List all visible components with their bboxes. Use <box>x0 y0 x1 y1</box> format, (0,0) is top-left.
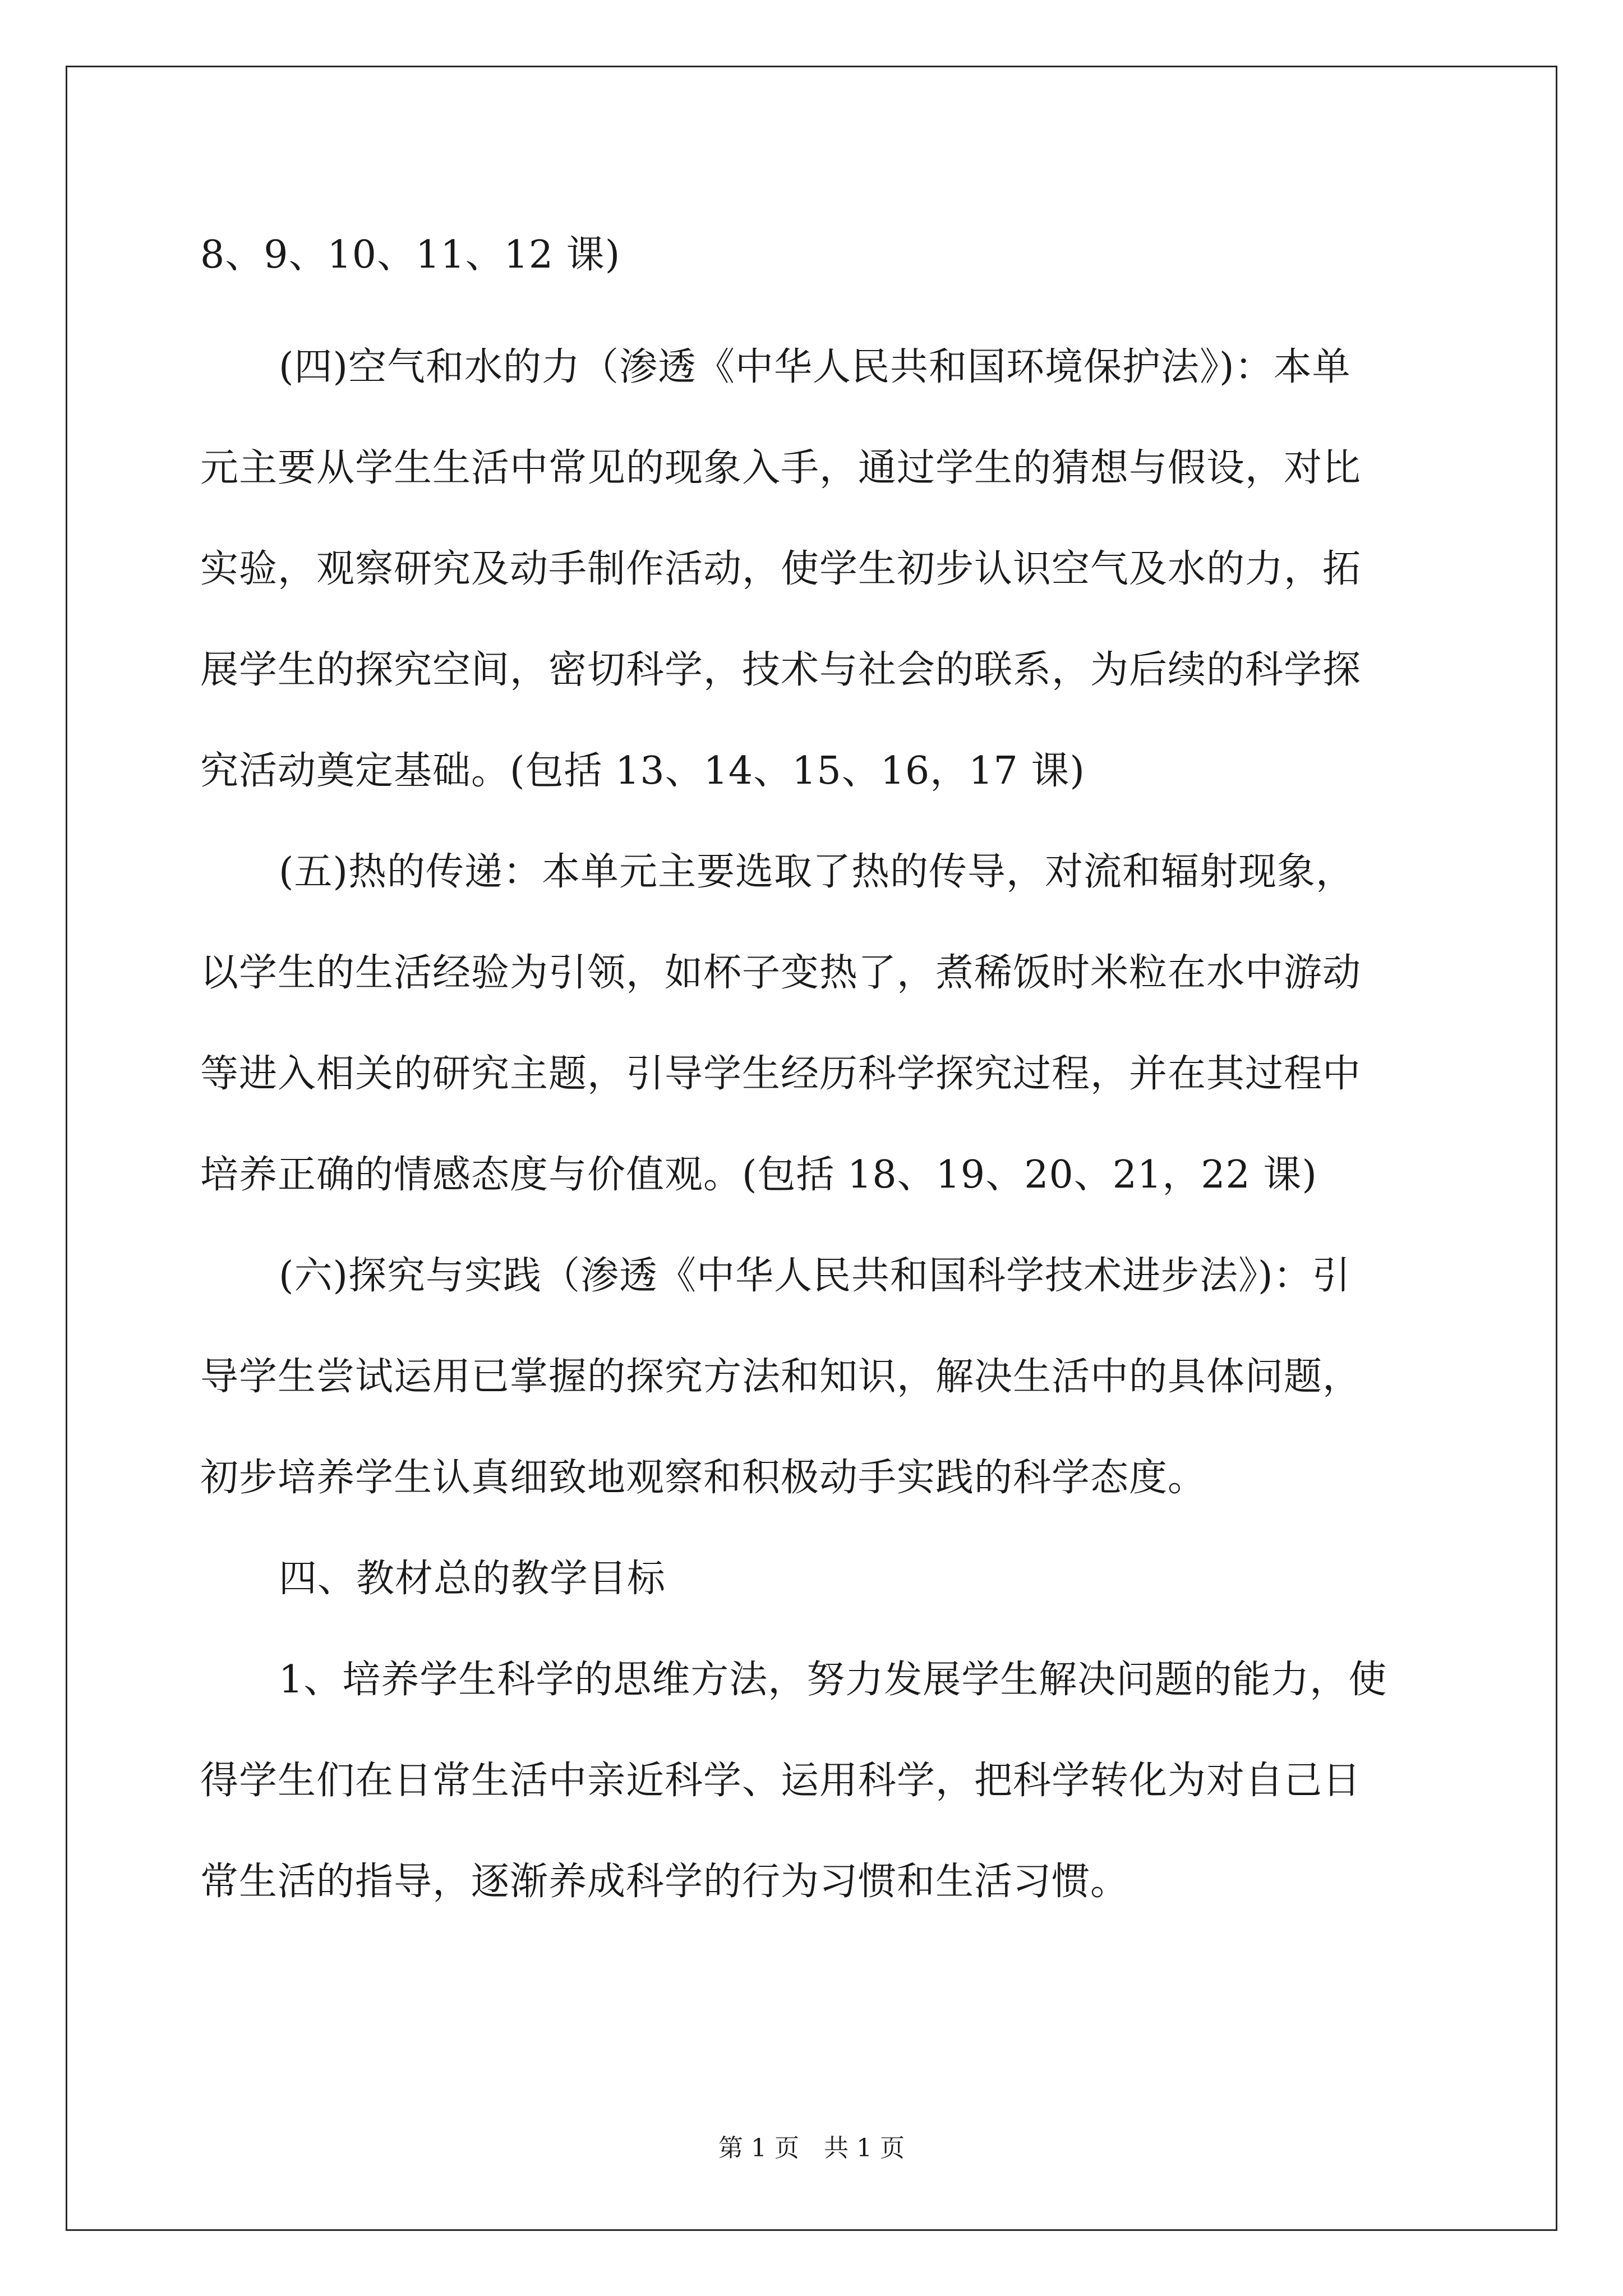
text-line: (四)空气和水的力（渗透《中华人民共和国环境保护法》)：本单 <box>279 345 1351 389</box>
text-line: 培养正确的情感态度与价值观。(包括 18、19、20、21，22 课) <box>200 1153 1317 1197</box>
text-line: (六)探究与实践（渗透《中华人民共和国科学技术进步法》)：引 <box>279 1254 1351 1298</box>
text-line: 1、培养学生科学的思维方法，努力发展学生解决问题的能力，使 <box>279 1658 1387 1702</box>
page-footer: 第 1 页 共 1 页 <box>718 2134 905 2162</box>
text-line: 以学生的生活经验为引领，如杯子变热了，煮稀饭时米粒在水中游动 <box>200 951 1362 995</box>
text-line: (五)热的传递：本单元主要选取了热的传导，对流和辐射现象， <box>279 850 1355 894</box>
text-line: 等进入相关的研究主题，引导学生经历科学探究过程，并在其过程中 <box>200 1052 1362 1096</box>
text-line: 导学生尝试运用已掌握的探究方法和知识，解决生活中的具体问题， <box>200 1355 1362 1399</box>
text-line: 初步培养学生认真细致地观察和积极动手实践的科学态度。 <box>200 1456 1207 1500</box>
text-line: 元主要从学生生活中常见的现象入手，通过学生的猜想与假设，对比 <box>200 446 1362 490</box>
text-line: 8、9、10、11、12 课) <box>200 233 621 277</box>
text-line: 展学生的探究空间，密切科学，技术与社会的联系，为后续的科学探 <box>200 648 1362 692</box>
text-line: 究活动奠定基础。(包括 13、14、15、16，17 课) <box>200 749 1085 793</box>
text-line: 得学生们在日常生活中亲近科学、运用科学，把科学转化为对自己日 <box>200 1759 1362 1803</box>
text-line: 常生活的指导，逐渐养成科学的行为习惯和生活习惯。 <box>200 1860 1129 1904</box>
section-heading: 四、教材总的教学目标 <box>279 1557 666 1601</box>
text-line: 实验，观察研究及动手制作活动，使学生初步认识空气及水的力，拓 <box>200 547 1362 591</box>
